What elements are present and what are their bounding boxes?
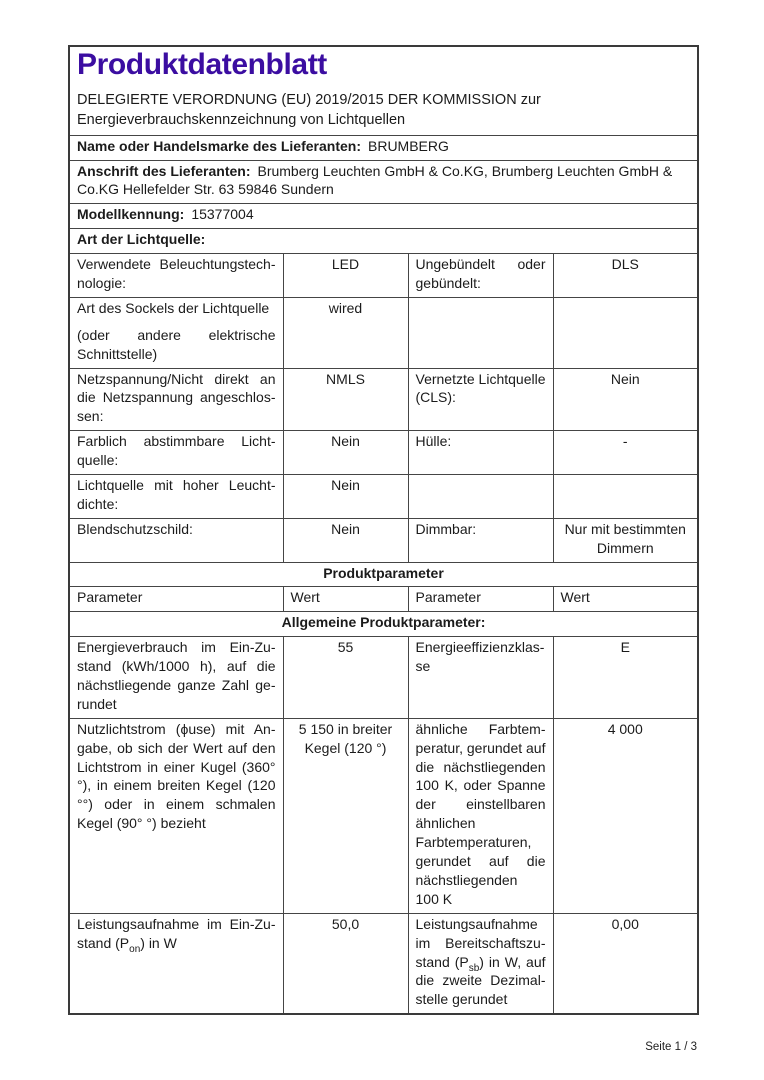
param-value-cell: LED — [283, 254, 408, 298]
empty-cell — [553, 475, 698, 519]
model-id-value: 15377004 — [191, 206, 254, 223]
param-value-cell: Nein — [553, 368, 698, 431]
column-header: Parameter — [408, 587, 553, 612]
table-row — [69, 718, 698, 913]
param-label-cell: Verwendete Beleuchtungstechnologie: — [69, 254, 283, 298]
param-value-cell: Nein — [283, 431, 408, 475]
table-row — [69, 913, 698, 1014]
empty-cell — [408, 297, 553, 368]
supplier-address-label: Anschrift des Lieferanten: — [77, 162, 251, 179]
datasheet-page — [68, 45, 697, 1053]
regulation-text: DELEGIERTE VERORDNUNG (EU) 2019/2015 DER KOMMISSION zur Energieverbrauchskennzeichnung von Lichtquellen — [77, 91, 541, 129]
param-label-cell: Dimmbar: — [408, 518, 553, 562]
table-row — [69, 587, 698, 612]
page-title: Produktdatenblatt — [77, 48, 327, 81]
table-row — [69, 562, 698, 587]
param-label-cell: Farblich abstimmbare Lichtquelle: — [69, 431, 283, 475]
param-label-cell — [408, 913, 553, 1014]
supplier-address-row — [69, 160, 698, 204]
param-label-cell: Nutzlichtstrom (ϕuse) mit Angabe, ob sich der Wert auf den Lichtstrom in einer Kugel (360° °), in einem breiten Kegel (120 °°) oder in einem schmalen Kegel (90° °) bezieht — [69, 718, 283, 913]
model-id-label: Modellkennung: — [77, 206, 185, 223]
table-row — [69, 135, 698, 160]
param-value-cell: wired — [283, 297, 408, 368]
param-label-line: (oder andere elektrische Schnittstelle) — [77, 326, 276, 362]
title-block — [69, 46, 698, 135]
param-value-cell: - — [553, 431, 698, 475]
param-label-part: ) in W — [140, 934, 177, 951]
table-row — [69, 518, 698, 562]
table-row — [69, 475, 698, 519]
subscript-on: on — [129, 943, 141, 955]
table-row — [69, 204, 698, 229]
param-value-cell: 0,00 — [553, 913, 698, 1014]
param-label-part: Leistungsaufnahme im Ein-Zustand (P — [77, 915, 276, 951]
table-row — [69, 46, 698, 135]
light-source-section-header: Art der Lichtquelle: — [69, 229, 698, 254]
param-value-cell: E — [553, 637, 698, 719]
column-header: Wert — [283, 587, 408, 612]
param-value-cell: DLS — [553, 254, 698, 298]
table-row — [69, 431, 698, 475]
param-label-cell: Netzspannung/Nicht direkt an die Netzspannung angeschlossen: — [69, 368, 283, 431]
empty-cell — [408, 475, 553, 519]
model-id-row — [69, 204, 698, 229]
column-header: Parameter — [69, 587, 283, 612]
table-row — [69, 637, 698, 719]
table-row — [69, 254, 698, 298]
param-label-cell: Blendschutzschild: — [69, 518, 283, 562]
param-value-cell: 55 — [283, 637, 408, 719]
product-datasheet-table — [68, 45, 699, 1015]
param-value-cell: Nur mit bestimmten Dimmern — [553, 518, 698, 562]
param-label-part: Leistungsaufnahme im Bereitschaftszustand (P — [415, 915, 546, 970]
param-label-cell: Lichtquelle mit hoher Leuchtdichte: — [69, 475, 283, 519]
param-label-cell: Vernetzte Lichtquelle (CLS): — [408, 368, 553, 431]
page-number: Seite 1 / 3 — [645, 1041, 697, 1054]
param-label-cell: Ungebündelt oder gebündelt: — [408, 254, 553, 298]
table-row — [69, 160, 698, 204]
supplier-name-row — [69, 135, 698, 160]
param-value-cell: Nein — [283, 475, 408, 519]
param-label-cell: ähnliche Farbtemperatur, gerundet auf die nächstliegenden 100 K, oder Spanne der einstellbaren ähnlichen Farbtemperaturen, gerundet auf die nächstliegenden 100 K — [408, 718, 553, 913]
table-row — [69, 368, 698, 431]
product-params-header: Produktparameter — [69, 562, 698, 587]
supplier-address-value: Brumberg Leuchten GmbH & Co.KG, Brumberg Leuchten GmbH & Co.KG Hellefelder Str. 63 59846 Sundern — [77, 162, 673, 198]
param-label-cell — [69, 297, 283, 368]
param-value-cell: Nein — [283, 518, 408, 562]
param-value-cell: 4 000 — [553, 718, 698, 913]
param-value-cell: NMLS — [283, 368, 408, 431]
param-label-cell: Energieverbrauch im Ein-Zustand (kWh/1000 h), auf die nächstliegende ganze Zahl gerundet — [69, 637, 283, 719]
param-label-cell — [69, 913, 283, 1014]
param-label-part: ) in W, auf die zweite Dezimalstelle gerundet — [415, 953, 546, 1008]
table-row — [69, 612, 698, 637]
param-label-cell: Hülle: — [408, 431, 553, 475]
general-params-subheader: Allgemeine Produktparameter: — [69, 612, 698, 637]
supplier-name-label: Name oder Handelsmarke des Lieferanten: — [77, 137, 361, 154]
param-label-line: Art des Sockels der Lichtquelle — [77, 299, 270, 316]
param-value-cell: 5 150 in breiter Kegel (120 °) — [283, 718, 408, 913]
param-value-cell: 50,0 — [283, 913, 408, 1014]
param-label-cell: Energieeffizienzklasse — [408, 637, 553, 719]
subscript-sb: sb — [468, 962, 480, 974]
column-header: Wert — [553, 587, 698, 612]
supplier-name-value: BRUMBERG — [368, 137, 449, 154]
empty-cell — [553, 297, 698, 368]
table-row — [69, 229, 698, 254]
table-row — [69, 297, 698, 368]
